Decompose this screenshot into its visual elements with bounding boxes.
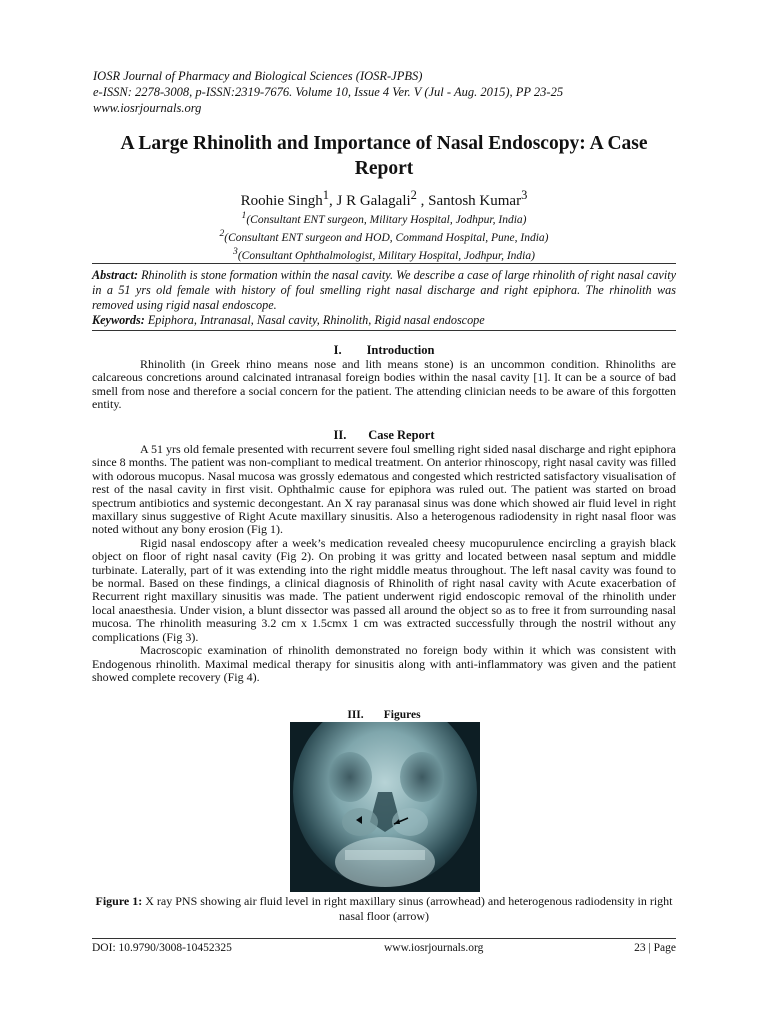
- journal-website: www.iosrjournals.org: [93, 101, 202, 115]
- author-name: Santosh Kumar: [428, 193, 522, 209]
- affiliation-list: [90, 209, 678, 262]
- section-heading-figures: III. Figures: [347, 709, 421, 721]
- paragraph: Rigid nasal endoscopy after a week’s medication revealed cheesy mucopurulence encircling a grayish black object on floor of right nasal cavity (Fig 2). On probing it was gritty and located between nasal septum and middle turbinate. Laterally, part of it was extending into the right middle meatus throughout. The left nasal cavity was found to be normal. Based on these findings, a clinical diagnosis of Rhinolith of right nasal cavity with Acute exacerbation of Recurrent right maxillary sinusitis was made. The patient underwent rigid endoscopic removal of the rhinolith under local anaesthesia. Under vision, a blunt dissector was passed all around the object so as to free it from surrounding nasal mucosa. The rhinolith measuring 3.2 cm x 1.5cmx 1 cm was extracted successfully through the nostril without any complications (Fig 3).: [92, 535, 676, 644]
- affiliation: [90, 245, 678, 263]
- affiliation-text: (Consultant ENT surgeon and HOD, Command Hospital, Pune, India): [224, 231, 549, 244]
- journal-name: IOSR Journal of Pharmacy and Biological Sciences (IOSR-JPBS): [93, 69, 423, 83]
- author-sup: 3: [521, 188, 528, 202]
- figure-label: Figure 1:: [95, 894, 143, 908]
- footer-doi: DOI: 10.9790/3008-10452325: [92, 942, 232, 954]
- abstract: [92, 268, 676, 313]
- keywords-text: Epiphora, Intranasal, Nasal cavity, Rhinolith, Rigid nasal endoscope: [147, 313, 485, 327]
- paragraph: A 51 yrs old female presented with recurrent severe foul smelling right sided nasal discharge and right epiphora since 8 months. The patient was non-compliant to medical treatment. On anterior rhinoscopy, right nasal cavity was filled with odorous mucopus. Nasal mucosa was grossly edematous and congested which restricted satisfactory visualisation of rest of the nasal cavity in first visit. Ophthalmic cause for epiphora was ruled out. The patient was started on broad spectrum antibiotics and systemic decongestant. An X ray paranasal sinus was done which showed air fluid level in right maxillary sinus suggestive of Right Acute maxillary sinusitis. Also a heterogenous radiodensity in right nasal floor was noted without any bony erosion (Fig 1).: [92, 442, 676, 537]
- affiliation-sup: 1: [241, 210, 247, 221]
- affiliation: [90, 209, 678, 227]
- journal-header: [93, 68, 693, 116]
- author-list: Roohie Singh$^1$, J R Galagali$^2$ , Santosh Kumar$^3$: [240, 188, 528, 209]
- abstract-label: Abstract:: [92, 268, 139, 282]
- footer-website: www.iosrjournals.org: [384, 942, 484, 954]
- footer-rule: [92, 938, 676, 939]
- affiliation-sup: 3: [233, 245, 238, 257]
- figure-1-caption: [92, 894, 676, 924]
- section-heading-introduction: I. Introduction: [333, 343, 435, 357]
- xray-image: [290, 722, 480, 892]
- author-name: J R Galagali: [336, 193, 411, 209]
- author-sup: 2: [410, 188, 417, 202]
- abstract-text: Rhinolith is stone formation within the nasal cavity. We describe a case of large rhinolith of right nasal cavity in a 51 yrs old female with history of foul smelling right nasal discharge and right epiphora. The rhinolith was removed using rigid nasal endoscope.: [92, 268, 676, 312]
- keywords: [92, 313, 676, 328]
- figure-caption-text: X ray PNS showing air fluid level in right maxillary sinus (arrowhead) and heterogenous radiodensity in right nasal floor (arrow): [145, 894, 673, 923]
- introduction-body: [92, 358, 676, 412]
- affiliation: [90, 227, 678, 245]
- affiliation-text: (Consultant Ophthalmologist, Military Hospital, Jodhpur, India): [237, 249, 535, 262]
- section-heading-case-report: II. Case Report: [333, 428, 435, 442]
- abstract-bottom-rule: [92, 330, 676, 331]
- footer-page-number: 23 | Page: [634, 942, 676, 954]
- journal-issn: e-ISSN: 2278-3008, p-ISSN:2319-7676. Volume 10, Issue 4 Ver. V (Jul - Aug. 2015), PP 23-25: [93, 85, 564, 99]
- affiliation-sup: 2: [219, 227, 225, 239]
- paper-title: A Large Rhinolith and Importance of Nasal Endoscopy: A Case Report: [120, 133, 648, 179]
- keywords-label: Keywords:: [92, 313, 145, 327]
- xray-figure: [290, 722, 480, 892]
- author-name: Roohie Singh: [240, 193, 323, 209]
- case-report-body: [92, 443, 676, 684]
- paragraph: Rhinolith (in Greek rhino means nose and lith means stone) is an uncommon condition. Rhinoliths are calcareous concretions around calcinated intranasal foreign bodies within the nasal cavity [1]. It can be a source of bad smell from nose and therefore a social concern for the patient. The attending clinician needs to be aware of this forgotten entity.: [92, 357, 676, 412]
- paragraph: Macroscopic examination of rhinolith demonstrated no foreign body within it which was consistent with Endogenous rhinolith. Maximal medical therapy for sinusitis along with anti-inflammatory was given and the patient showed complete recovery (Fig 4).: [92, 643, 676, 684]
- abstract-top-rule: [92, 263, 676, 264]
- author-sup: 1: [322, 188, 329, 202]
- affiliation-text: (Consultant ENT surgeon, Military Hospital, Jodhpur, India): [246, 213, 527, 226]
